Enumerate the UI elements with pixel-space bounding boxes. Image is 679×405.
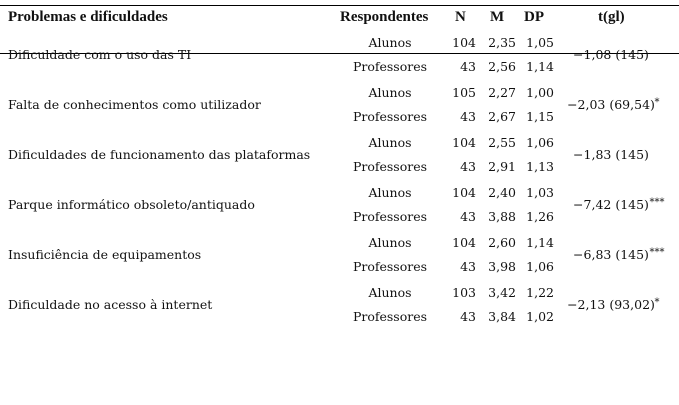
respondent-cell: Alunos xyxy=(368,85,412,100)
n-cell: 104 xyxy=(452,135,476,150)
dp-cell: 1,06 xyxy=(526,135,554,150)
significance-marker: *** xyxy=(649,197,665,208)
m-cell: 2,91 xyxy=(488,159,516,174)
top-rule xyxy=(0,5,679,6)
row-label: Insuficiência de equipamentos xyxy=(8,247,202,262)
significance-marker: * xyxy=(654,97,660,108)
t-cell: −1,08 (145) xyxy=(573,47,649,62)
header-m: M xyxy=(490,9,505,25)
n-cell: 105 xyxy=(452,85,476,100)
dp-cell: 1,02 xyxy=(526,309,554,324)
dp-cell: 1,22 xyxy=(526,285,554,300)
n-cell: 43 xyxy=(460,259,476,274)
dp-cell: 1,05 xyxy=(526,35,554,50)
header-dp: DP xyxy=(524,9,544,25)
m-cell: 2,40 xyxy=(488,185,516,200)
m-cell: 2,56 xyxy=(488,59,516,74)
respondent-cell: Professores xyxy=(352,59,428,74)
significance-marker: * xyxy=(654,297,660,308)
respondent-cell: Alunos xyxy=(368,235,412,250)
respondent-cell: Professores xyxy=(352,109,428,124)
dp-cell: 1,14 xyxy=(526,59,554,74)
dp-cell: 1,14 xyxy=(526,235,554,250)
dp-cell: 1,00 xyxy=(526,85,554,100)
n-cell: 103 xyxy=(452,285,476,300)
m-cell: 3,88 xyxy=(488,209,516,224)
dp-cell: 1,06 xyxy=(526,259,554,274)
dp-cell: 1,13 xyxy=(526,159,554,174)
m-cell: 3,42 xyxy=(488,285,516,300)
n-cell: 104 xyxy=(452,185,476,200)
header-n: N xyxy=(455,9,466,25)
n-cell: 104 xyxy=(452,235,476,250)
dp-cell: 1,03 xyxy=(526,185,554,200)
row-label: Dificuldades de funcionamento das plataformas xyxy=(8,147,311,162)
t-cell: −2,13 (93,02) xyxy=(567,297,655,312)
n-cell: 43 xyxy=(460,159,476,174)
t-cell: −2,03 (69,54) xyxy=(567,97,655,112)
m-cell: 3,84 xyxy=(488,309,516,324)
header-respondents: Respondentes xyxy=(340,9,429,25)
header-problem: Problemas e dificuldades xyxy=(8,9,168,25)
significance-marker: *** xyxy=(649,247,665,258)
respondent-cell: Alunos xyxy=(368,135,412,150)
row-label: Falta de conhecimentos como utilizador xyxy=(8,97,261,112)
t-cell: −1,83 (145) xyxy=(573,147,649,162)
dp-cell: 1,26 xyxy=(526,209,554,224)
n-cell: 43 xyxy=(460,109,476,124)
row-label: Dificuldade com o uso das TI xyxy=(8,47,192,62)
m-cell: 3,98 xyxy=(488,259,516,274)
respondent-cell: Professores xyxy=(352,309,428,324)
header-t: t(gl) xyxy=(598,9,625,25)
m-cell: 2,27 xyxy=(488,85,516,100)
respondent-cell: Alunos xyxy=(368,285,412,300)
respondent-cell: Professores xyxy=(352,159,428,174)
respondent-cell: Professores xyxy=(352,259,428,274)
n-cell: 43 xyxy=(460,309,476,324)
n-cell: 104 xyxy=(452,35,476,50)
m-cell: 2,67 xyxy=(488,109,516,124)
respondent-cell: Professores xyxy=(352,209,428,224)
dp-cell: 1,15 xyxy=(526,109,554,124)
respondent-cell: Alunos xyxy=(368,35,412,50)
t-cell: −7,42 (145) xyxy=(573,197,649,212)
row-label: Dificuldade no acesso à internet xyxy=(8,297,213,312)
m-cell: 2,35 xyxy=(488,35,516,50)
t-cell: −6,83 (145) xyxy=(573,247,649,262)
respondent-cell: Alunos xyxy=(368,185,412,200)
n-cell: 43 xyxy=(460,59,476,74)
row-label: Parque informático obsoleto/antiquado xyxy=(8,197,255,212)
m-cell: 2,60 xyxy=(488,235,516,250)
m-cell: 2,55 xyxy=(488,135,516,150)
n-cell: 43 xyxy=(460,209,476,224)
